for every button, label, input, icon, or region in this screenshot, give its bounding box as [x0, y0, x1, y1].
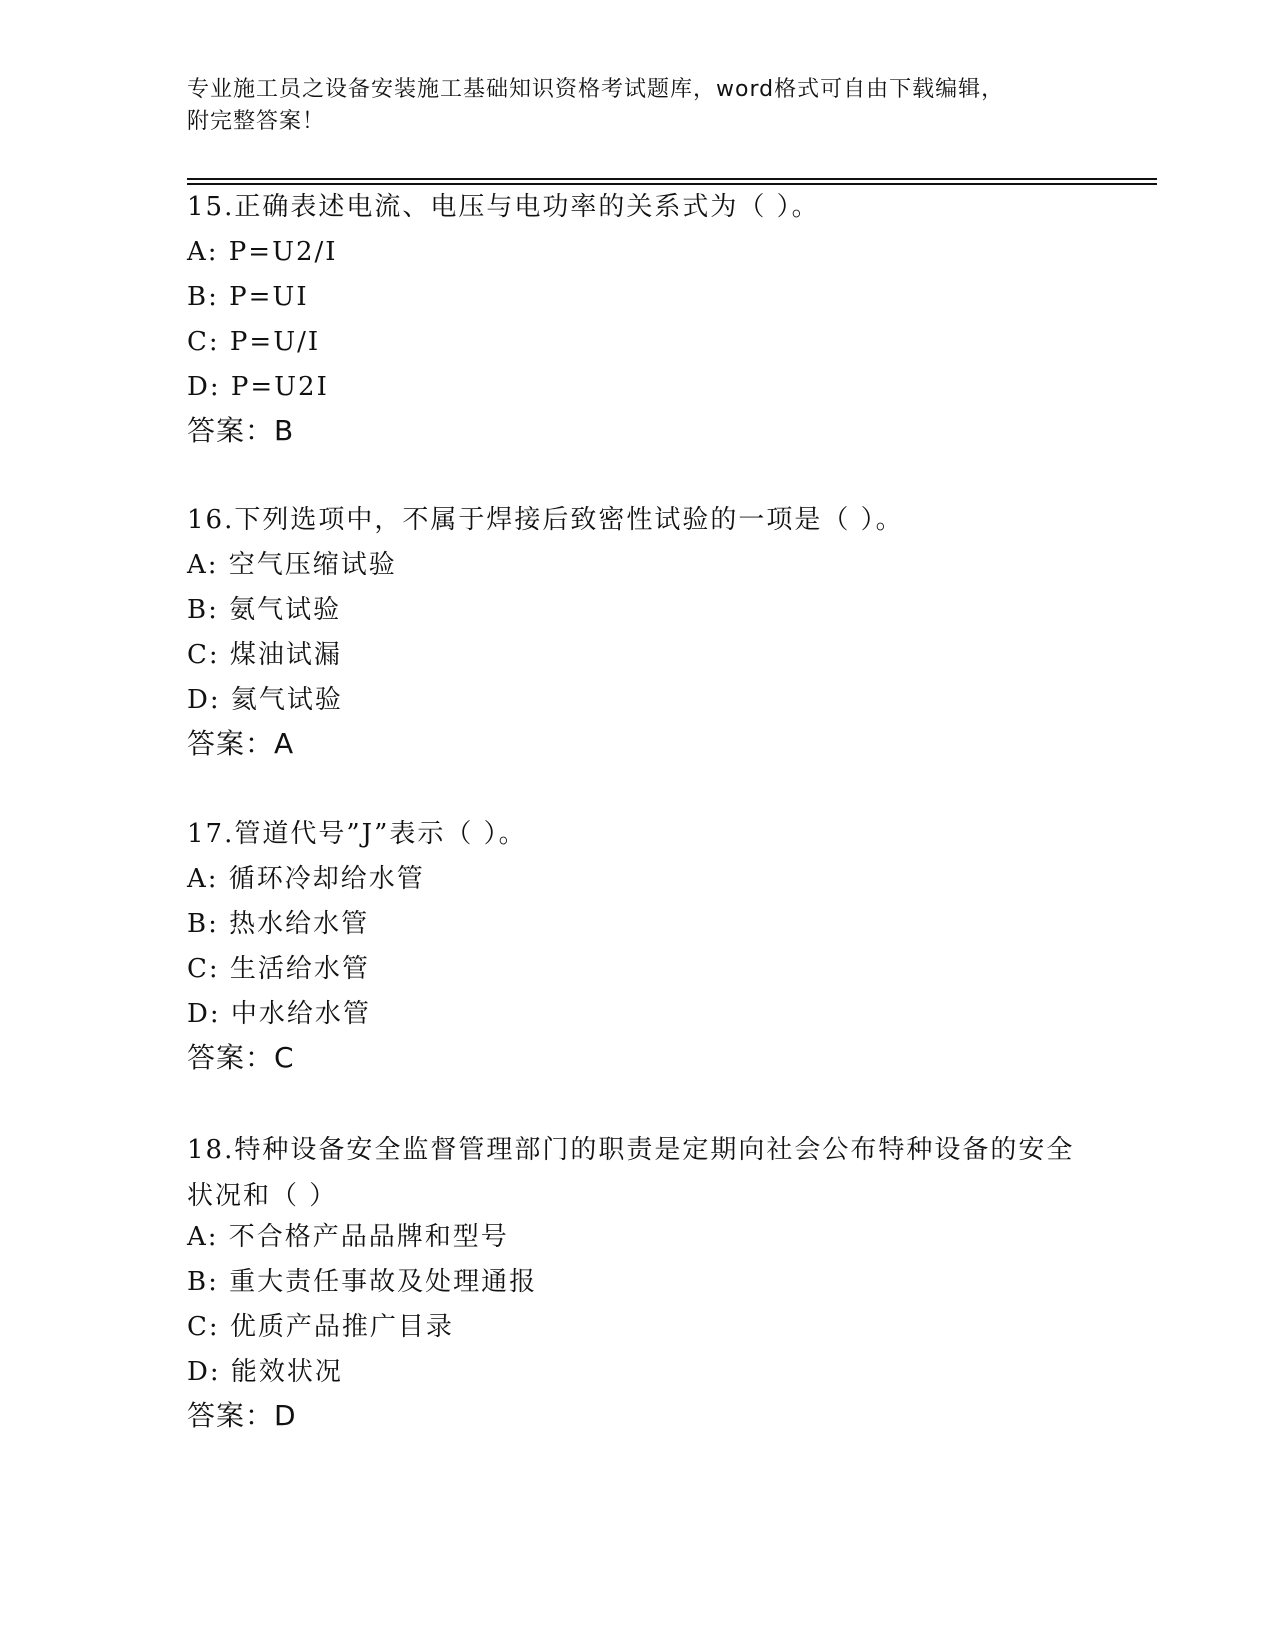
- question-15-option-c: C: P=U/I: [187, 327, 321, 357]
- question-15-title: 15.正确表述电流、电压与电功率的关系式为（ ）。: [187, 192, 820, 222]
- question-15-option-a: A: P=U2/I: [187, 237, 338, 267]
- header-rule-top: [187, 178, 1157, 180]
- question-16-title: 16.下列选项中，不属于焊接后致密性试验的一项是（ ）。: [187, 505, 904, 535]
- question-15-option-b: B: P=UI: [187, 282, 309, 312]
- question-17-option-c: C: 生活给水管: [187, 954, 370, 984]
- question-17-title: 17.管道代号”J”表示（ ）。: [187, 819, 527, 849]
- question-17-option-b: B: 热水给水管: [187, 909, 370, 939]
- question-18-option-c: C: 优质产品推广目录: [187, 1312, 454, 1342]
- question-17-option-d: D: 中水给水管: [187, 999, 371, 1029]
- header-line-2: 附完整答案！: [187, 109, 326, 134]
- question-17-option-a: A: 循环冷却给水管: [187, 864, 425, 894]
- question-15-answer: 答案：B: [187, 414, 295, 447]
- question-18-option-d: D: 能效状况: [187, 1357, 343, 1387]
- header-line-1: 专业施工员之设备安装施工基础知识资格考试题库，word格式可自由下载编辑，: [187, 77, 1005, 102]
- question-18-title: 18.特种设备安全监督管理部门的职责是定期向社会公布特种设备的安全状况和（ ）: [187, 1135, 1075, 1211]
- question-16-answer: 答案：A: [187, 727, 295, 760]
- question-16-option-b: B: 氨气试验: [187, 595, 342, 625]
- document-header: [187, 74, 1087, 138]
- question-17-answer: 答案：C: [187, 1041, 295, 1074]
- header-rule-bottom: [187, 183, 1157, 185]
- question-18-answer: 答案：D: [187, 1399, 297, 1432]
- question-15-option-d: D: P=U2I: [187, 372, 329, 402]
- question-16-option-d: D: 氦气试验: [187, 685, 343, 715]
- question-16-option-a: A: 空气压缩试验: [187, 550, 397, 580]
- question-16-option-c: C: 煤油试漏: [187, 640, 342, 670]
- question-18-option-a: A: 不合格产品品牌和型号: [187, 1222, 509, 1252]
- question-18-option-b: B: 重大责任事故及处理通报: [187, 1267, 538, 1297]
